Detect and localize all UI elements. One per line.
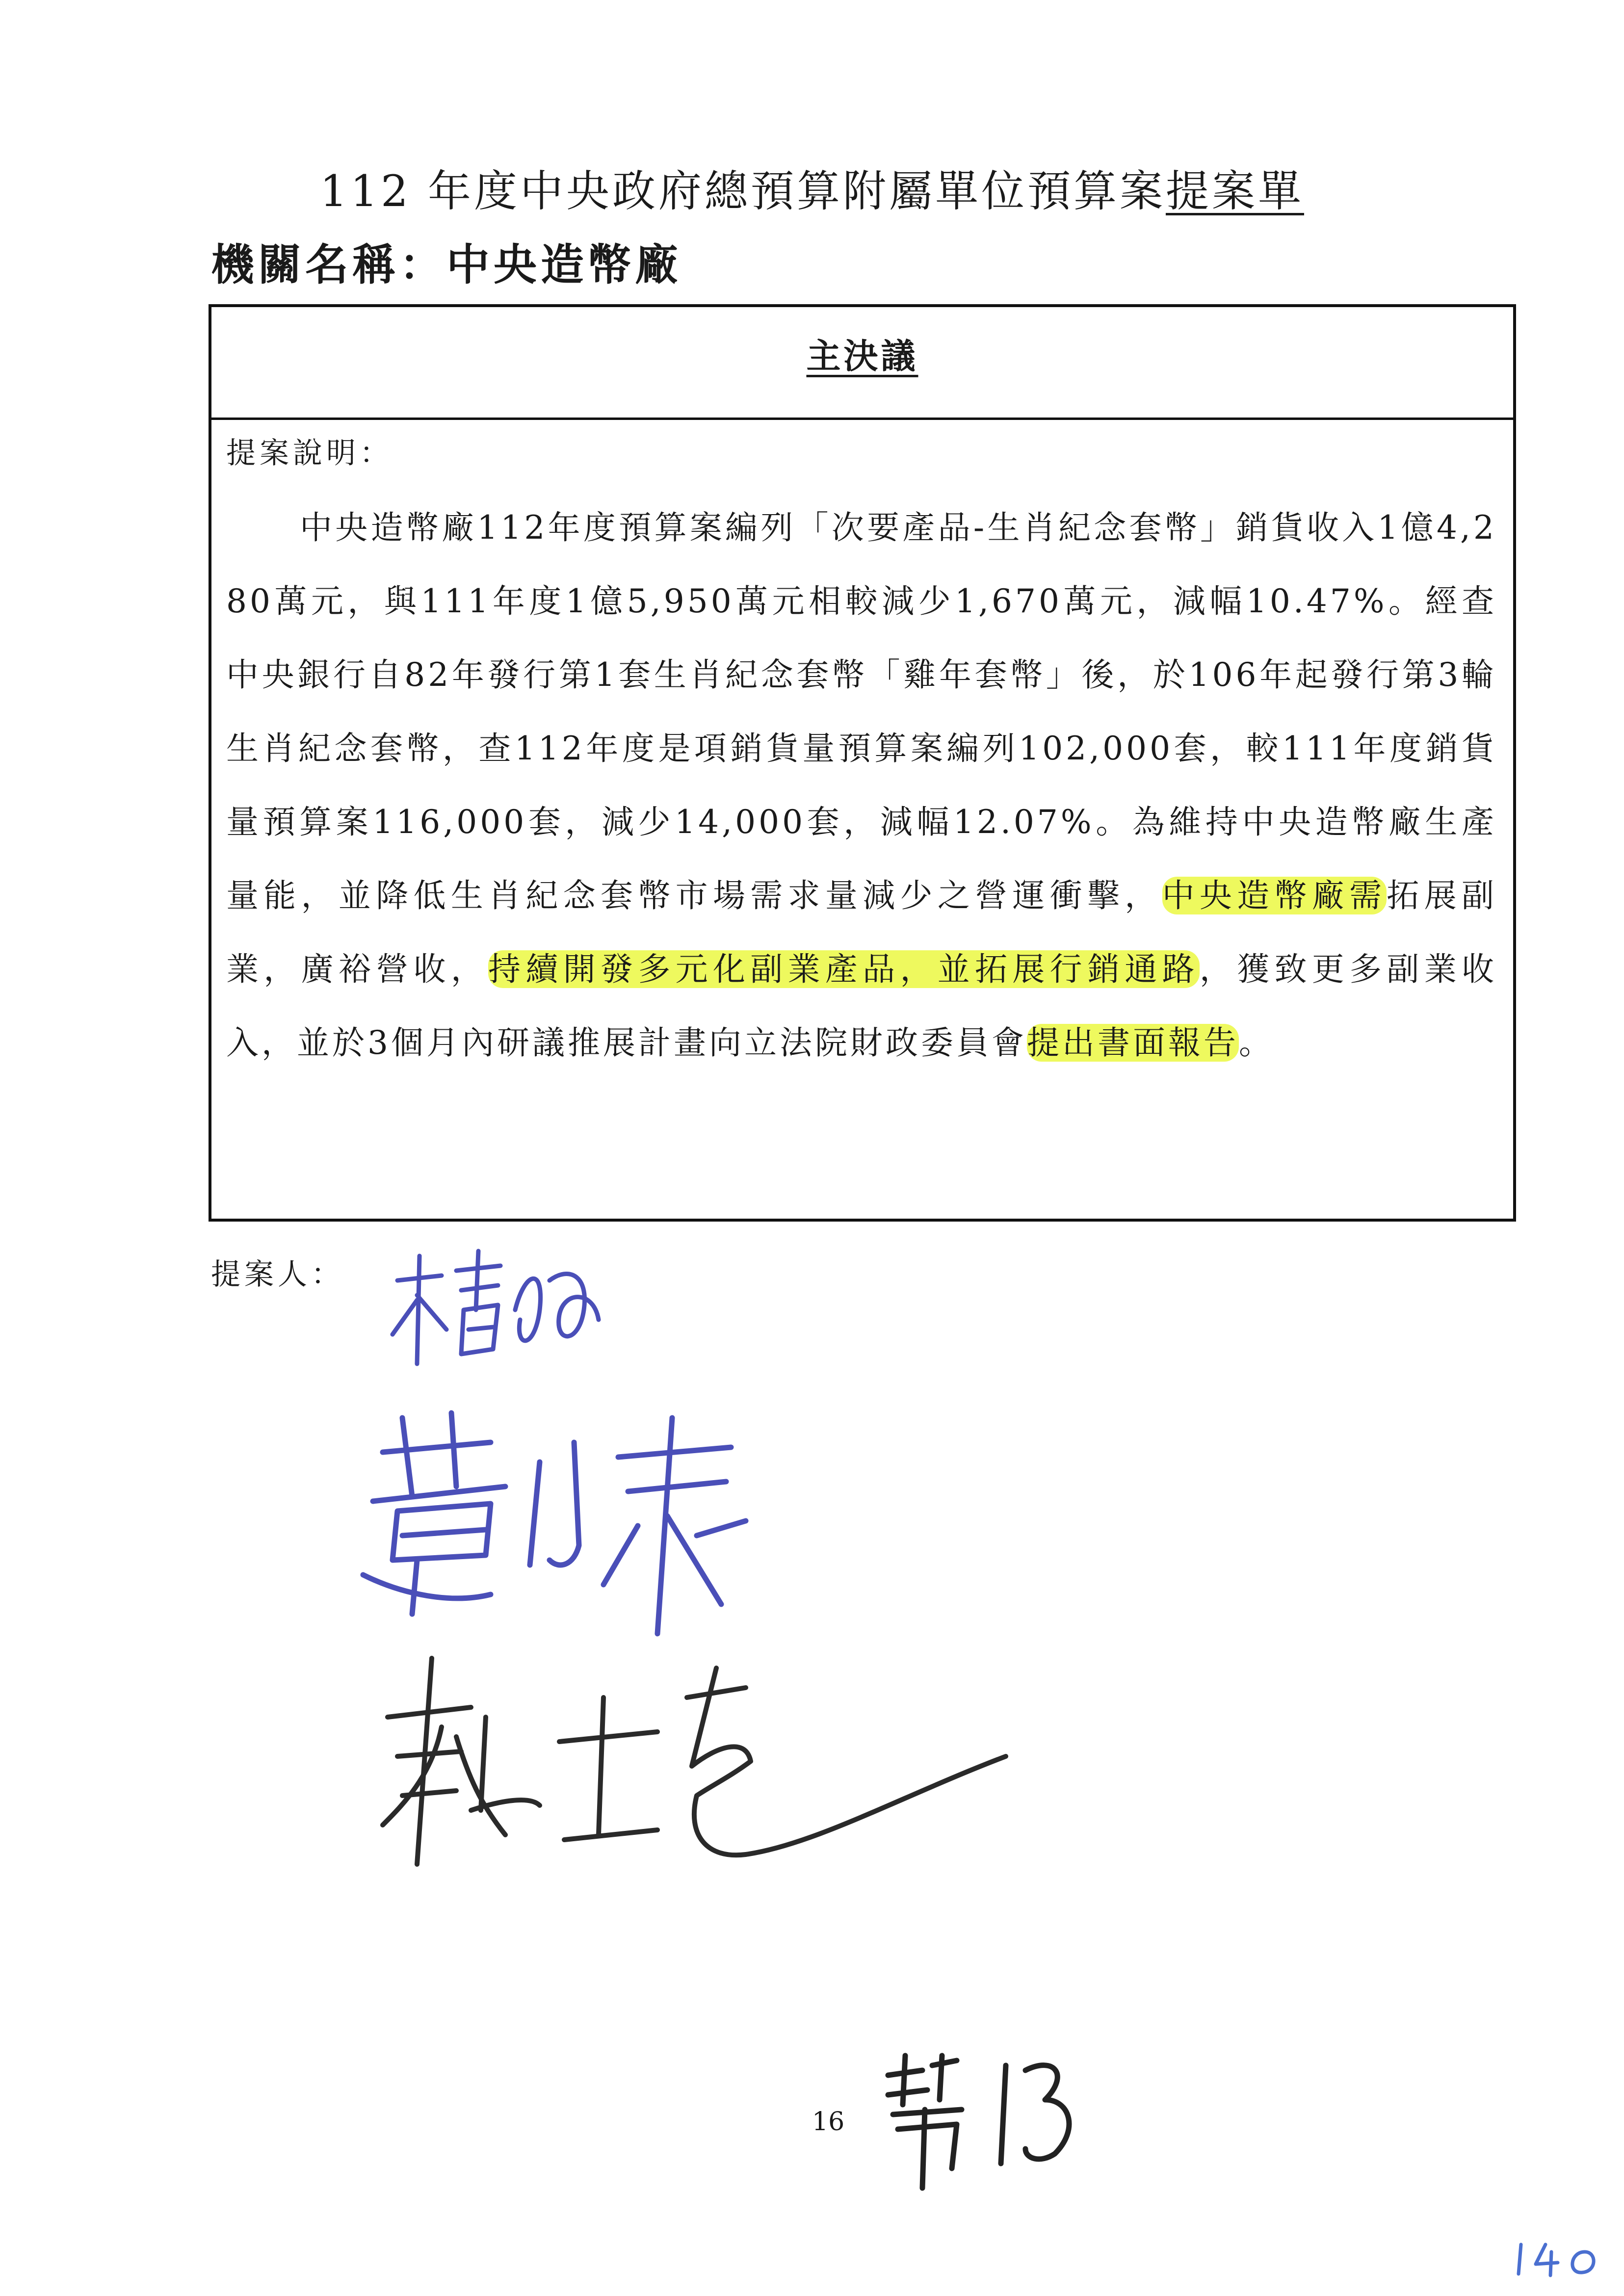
title-underlined: 提案單: [1165, 166, 1304, 216]
body-part-3: ，獲致更多副業收入，並於3個月內研議推展計畫向立法院財政委員會: [226, 950, 1497, 1062]
motion-heading-label: 主決議: [806, 336, 918, 376]
highlight-2: 持續開發多元化副業產品，並拓展行銷通路: [488, 950, 1200, 988]
motion-box: [209, 304, 1516, 1222]
body-end: 。: [1239, 1024, 1274, 1062]
highlight-1: 中央造幣廠需: [1162, 877, 1387, 914]
signature-3: [373, 1648, 1021, 1904]
body-part-1: 中央造幣廠112年度預算案編列「次要產品-生肖紀念套幣」銷貨收入1億4,280萬元，與111年度1億5,950萬元相較減少1,670萬元，減幅10.47%。經查中央銀行自82年發行第1套生肖紀念套幣「雞年套幣」後，於106年起發行第3輪生肖紀念套幣，查112年度是項銷貨量預算案編列102,000套，較111年度銷貨量預算案116,000套，減少14,000套，減幅12.07%。為維持中央造幣廠生產量能，並降低生肖紀念套幣市場需求量減少之營運衝擊，: [226, 509, 1497, 914]
body-part-2: 拓展副業，廣裕營收，: [226, 877, 1497, 988]
title-main: 112 年度中央政府總預算附屬單位預算案: [320, 166, 1166, 216]
signature-2: [343, 1398, 785, 1644]
explanation-label: 提案說明：: [226, 436, 393, 470]
page-number: 16: [812, 2107, 845, 2137]
highlight-3: 提出書面報告: [1027, 1024, 1239, 1062]
signature-1: [383, 1236, 608, 1383]
handwritten-mark: [878, 2046, 1084, 2193]
proposer-label: 提案人：: [211, 1257, 344, 1292]
agency-name: 機關名稱：中央造幣廠: [211, 239, 682, 290]
motion-body: [226, 491, 1497, 1080]
motion-heading: [211, 307, 1513, 420]
corner-number-mark: [1511, 2237, 1609, 2281]
document-title: [0, 157, 1624, 219]
